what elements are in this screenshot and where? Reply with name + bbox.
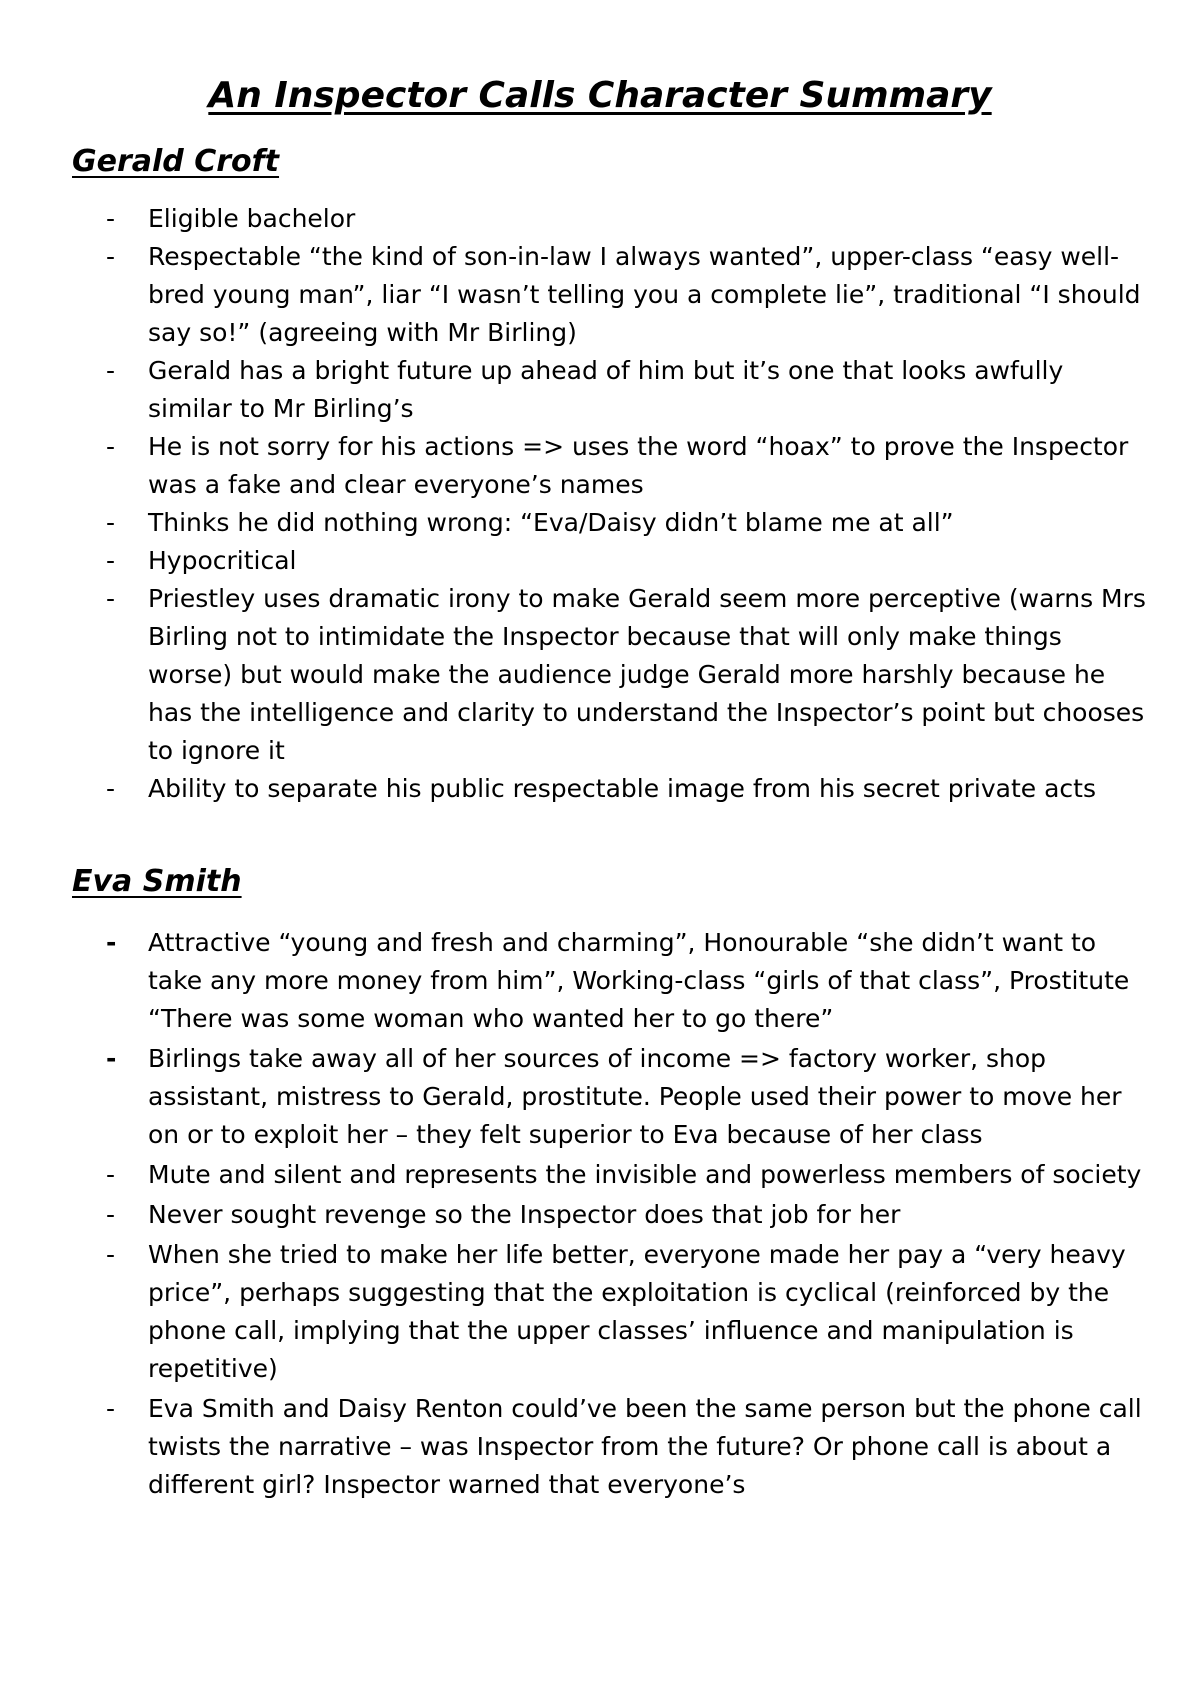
list-item [106,542,1146,580]
list-item-text: He is not sorry for his actions => uses the word “hoax” to prove the Inspector was a fake and clear everyone’s names [148,432,1129,499]
list-item [106,580,1146,770]
dash-bullet: - [106,1044,117,1073]
list-item [106,1196,1146,1234]
document-title: An Inspector Calls Character Summary [208,75,992,116]
list-item [106,770,1146,808]
list-item [106,1236,1146,1388]
dash-bullet: - [106,508,116,537]
section-heading-eva-smith: Eva Smith [72,864,242,899]
list-item-text: Eligible bachelor [148,204,356,233]
list-item-text: Never sought revenge so the Inspector does that job for her [148,1200,901,1229]
eva-smith-bullet-list [106,924,1146,1506]
list-item [106,924,1146,1038]
dash-bullet: - [106,242,116,271]
dash-bullet: - [106,1240,116,1269]
dash-bullet: - [106,1160,116,1189]
list-item-text: Eva Smith and Daisy Renton could’ve been the same person but the phone call twists the narrative – was Inspector from the future? Or phone call is about a different girl? Inspector warned that everyone’s [148,1394,1142,1499]
dash-bullet: - [106,1200,116,1229]
list-item [106,504,1146,542]
dash-bullet: - [106,432,116,461]
list-item-text: Mute and silent and represents the invisible and powerless members of society [148,1160,1142,1189]
list-item [106,352,1146,428]
dash-bullet: - [106,774,116,803]
list-item-text: Birlings take away all of her sources of income => factory worker, shop assistant, mistress to Gerald, prostitute. People used their power to move her on or to exploit her – they felt superior to Eva because of her class [148,1044,1122,1149]
list-item [106,1040,1146,1154]
list-item-text: Ability to separate his public respectable image from his secret private acts [148,774,1096,803]
list-item-text: Hypocritical [148,546,297,575]
list-item [106,238,1146,352]
list-item-text: Attractive “young and fresh and charming”, Honourable “she didn’t want to take any more money from him”, Working-class “girls of that class”, Prostitute “There was some woman who wanted her to go there” [148,928,1130,1033]
list-item [106,200,1146,238]
dash-bullet: - [106,356,116,385]
dash-bullet: - [106,204,116,233]
list-item-text: Gerald has a bright future up ahead of him but it’s one that looks awfully similar to Mr Birling’s [148,356,1064,423]
list-item [106,428,1146,504]
dash-bullet: - [106,546,116,575]
gerald-croft-bullet-list [106,200,1146,808]
list-item-text: Thinks he did nothing wrong: “Eva/Daisy didn’t blame me at all” [148,508,954,537]
list-item-text: Respectable “the kind of son-in-law I always wanted”, upper-class “easy well-bred young man”, liar “I wasn’t telling you a complete lie”, traditional “I should say so!” (agreeing with Mr Birling) [148,242,1141,347]
list-item [106,1390,1146,1504]
list-item-text: When she tried to make her life better, everyone made her pay a “very heavy price”, perhaps suggesting that the exploitation is cyclical (reinforced by the phone call, implying that the upper classes’ influence and manipulation is repetitive) [148,1240,1126,1383]
section-heading-gerald-croft: Gerald Croft [72,144,280,179]
dash-bullet: - [106,1394,116,1423]
list-item-text: Priestley uses dramatic irony to make Gerald seem more perceptive (warns Mrs Birling not to intimidate the Inspector because that will only make things worse) but would make the audience judge Gerald more harshly because he has the intelligence and clarity to understand the Inspector’s point but chooses to ignore it [148,584,1146,765]
list-item [106,1156,1146,1194]
dash-bullet: - [106,584,116,613]
dash-bullet: - [106,928,117,957]
